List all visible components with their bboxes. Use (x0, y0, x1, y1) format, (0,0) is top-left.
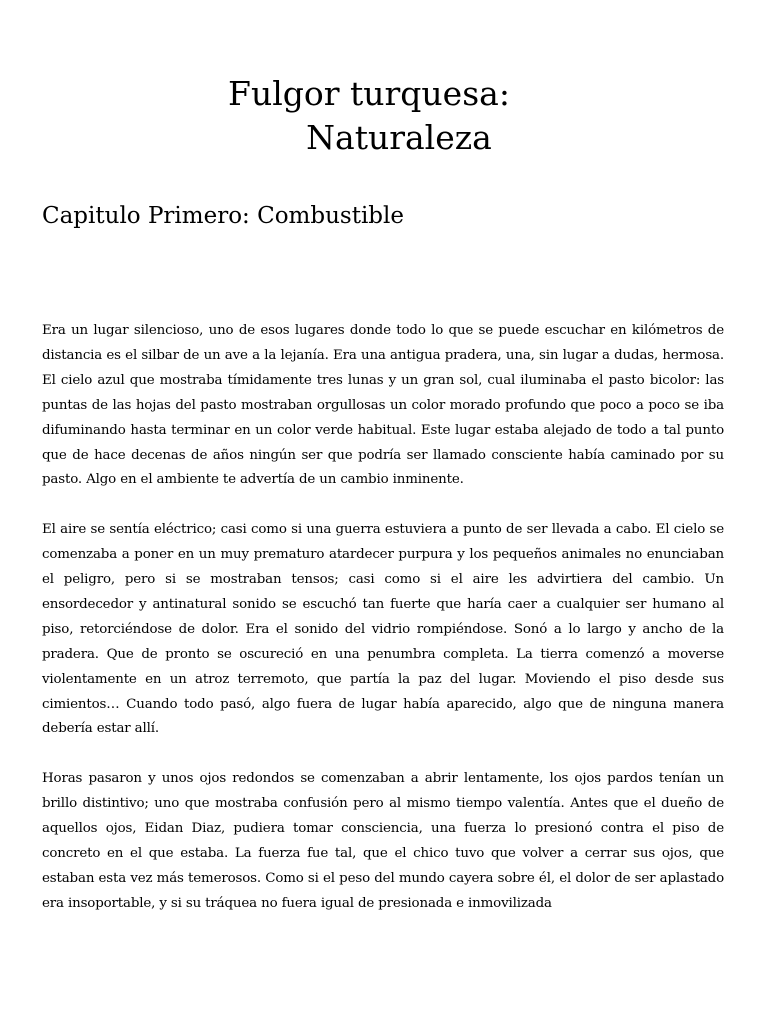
title-line-1: Fulgor turquesa: (228, 74, 510, 113)
body-text (42, 319, 724, 942)
paragraph-3: Horas pasaron y unos ojos redondos se comenzaban a abrir lentamente, los ojos pardos tenían un brillo distintivo; uno que mostraba confusión pero al mismo tiempo valentía. Antes que el dueño de aquellos ojos, Eidan Diaz, pudiera tomar consciencia, una fuerza lo presionó contra el piso de concreto en el que estaba. La fuerza fue tal, que el chico tuvo que volver a cerrar sus ojos, que estaban esta vez más temerosos. Como si el peso del mundo cayera sobre él, el dolor de ser aplastado era insoportable, y si su tráquea no fuera igual de presionada e inmovilizada (42, 771, 724, 911)
paragraph-2: El aire se sentía eléctrico; casi como si una guerra estuviera a punto de ser llevada a cabo. El cielo se comenzaba a poner en un muy prematuro atardecer purpura y los pequeños animales no enunciaban el peligro, pero si se mostraban tensos; casi como si el aire les advirtiera del cambio. Un ensordecedor y antinatural sonido se escuchó tan fuerte que haría caer a cualquier ser humano al piso, retorciéndose de dolor. Era el sonido del vidrio rompiéndose. Sonó a lo largo y ancho de la pradera. Que de pronto se oscureció en una penumbra completa. La tierra comenzó a moverse violentamente en un atroz terremoto, que partía la paz del lugar. Moviendo el piso desde sus cimientos… Cuando todo pasó, algo fuera de lugar había aparecido, algo que de ninguna manera debería estar allí. (42, 522, 724, 737)
chapter-heading: Capitulo Primero: Combustible (42, 203, 404, 229)
paragraph-1: Era un lugar silencioso, uno de esos lugares donde todo lo que se puede escuchar en kilómetros de distancia es el silbar de un ave a la lejanía. Era una antigua pradera, una, sin lugar a dudas, hermosa. El cielo azul que mostraba tímidamente tres lunas y un gran sol, cual iluminaba el pasto bicolor: las puntas de las hojas del pasto mostraban orgullosas un color morado profundo que poco a poco se iba difuminando hasta terminar en un color verde habitual. Este lugar estaba alejado de todo a tal punto que de hace decenas de años ningún ser que podría ser llamado consciente había caminado por su pasto. Algo en el ambiente te advertía de un cambio inminente. (42, 323, 724, 488)
page-title (0, 72, 768, 160)
title-line-2: Naturaleza (306, 118, 492, 157)
